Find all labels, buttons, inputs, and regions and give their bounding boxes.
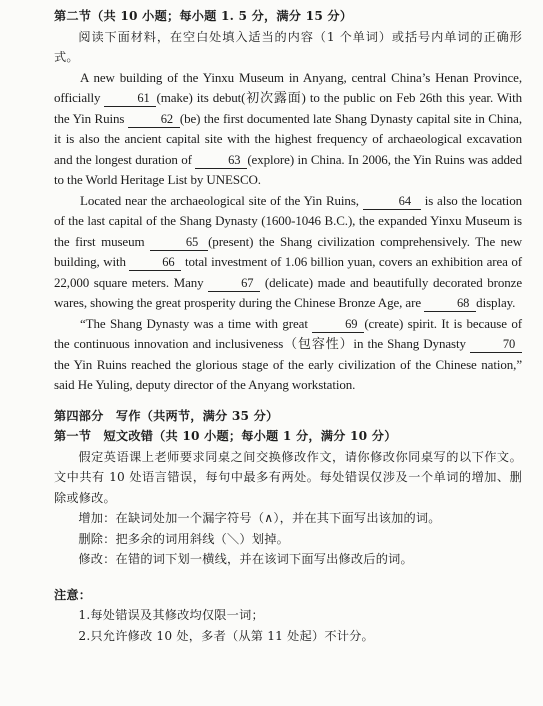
passage-text: (delicate) made and beautifully decorated bronze wares, showing the great prosperity during the Chinese Bronze Age, are <box>54 274 523 310</box>
blank-62[interactable]: 62 <box>128 111 180 128</box>
blank-69[interactable]: 69 <box>312 316 364 333</box>
blank-63[interactable]: 63 <box>195 152 247 169</box>
passage-paragraph-2 <box>54 191 522 314</box>
passage-text: “The Shang Dynasty was a time with great <box>80 315 308 331</box>
part4-heading: 第四部分 写作（共两节，满分 35 分） <box>54 408 279 423</box>
passage-text: the Yin Ruins reached the glorious stage of the early civilization of the Chinese nation,” said He Yuling, deputy director of the Anyang workstation. <box>54 356 522 392</box>
part4-section1-heading: 第一节 短文改错（共 10 小题；每小题 1 分，满分 10 分） <box>54 429 397 443</box>
passage-paragraph-3 <box>54 314 522 396</box>
rule-delete: 删除：把多余的词用斜线（＼）划掉。 <box>78 531 289 546</box>
passage-text: (make) its debut(初次露面) to the public on Feb 26th this year. With the Yin Ruins <box>54 90 522 126</box>
rule-modify: 修改：在错的词下划一横线，并在该词下面写出修改后的词。 <box>78 552 413 566</box>
rule-add: 增加：在缺词处加一个漏字符号（∧），并在其下面写出该加的词。 <box>78 511 441 525</box>
part4-instruction: 假定英语课上老师要求同桌之间交换修改作文，请你修改你同桌写的以下作文。文中共有 10 处语言错误，每句中最多有两处。每处错误仅涉及一个单词的增加、删除或修改。 <box>54 449 522 505</box>
exam-page <box>54 6 522 646</box>
blank-70[interactable]: 70 <box>470 336 522 353</box>
blank-68[interactable]: 68 <box>424 295 476 312</box>
section2-heading-text: 第二节（共 10 小题；每小题 1. 5 分，满分 15 分） <box>54 9 353 23</box>
blank-65[interactable]: 65 <box>150 234 208 251</box>
passage-text: (explore) in China. In 2006, the Yin Ruins was added to the World Heritage List by UNESCO. <box>54 151 522 187</box>
passage-text: display. <box>476 295 516 310</box>
passage-text: (present) the Shang civilization comprehensively. The new building, with <box>54 233 522 269</box>
passage-text: Located near the archaeological site of the Yin Ruins, <box>80 192 359 208</box>
passage-text: is also the location of the last capital of the Shang Dynasty (1600-1046 B.C.), the expanded Yinxu Museum is the first museum <box>54 192 522 249</box>
section2-heading <box>54 6 522 27</box>
notes-title: 注意： <box>54 587 92 602</box>
blank-64[interactable]: 64 <box>363 193 421 210</box>
blank-66[interactable]: 66 <box>129 254 181 271</box>
passage-text: A new building of the Yinxu Museum in Anyang, central China’s Henan Province, officially <box>54 69 522 105</box>
spacer <box>54 570 522 580</box>
section2-instruction: 阅读下面材料，在空白处填入适当的内容（1 个单词）或括号内单词的正确形式。 <box>54 29 522 64</box>
passage-paragraph-1 <box>54 68 522 191</box>
blank-61[interactable]: 61 <box>104 90 156 107</box>
spacer <box>54 396 522 406</box>
passage-text: (be) the first documented late Shang Dynasty capital site in China, it is also the ancient capital site with the highest frequency of archaeological excavation and the longest duration of <box>54 110 522 167</box>
note-item-2: 2.只允许修改 10 处，多者（从第 11 处起）不计分。 <box>78 628 374 643</box>
blank-67[interactable]: 67 <box>208 275 260 292</box>
note-item-1: 1.每处错误及其修改均仅限一词； <box>78 608 264 622</box>
passage-text: (create) spirit. It is because of the continuous innovation and inclusiveness（包容性）in the Shang Dynasty <box>54 315 522 351</box>
passage-text: total investment of 1.06 billion yuan, covers an exhibition area of 22,000 square meters. Many <box>54 254 522 290</box>
